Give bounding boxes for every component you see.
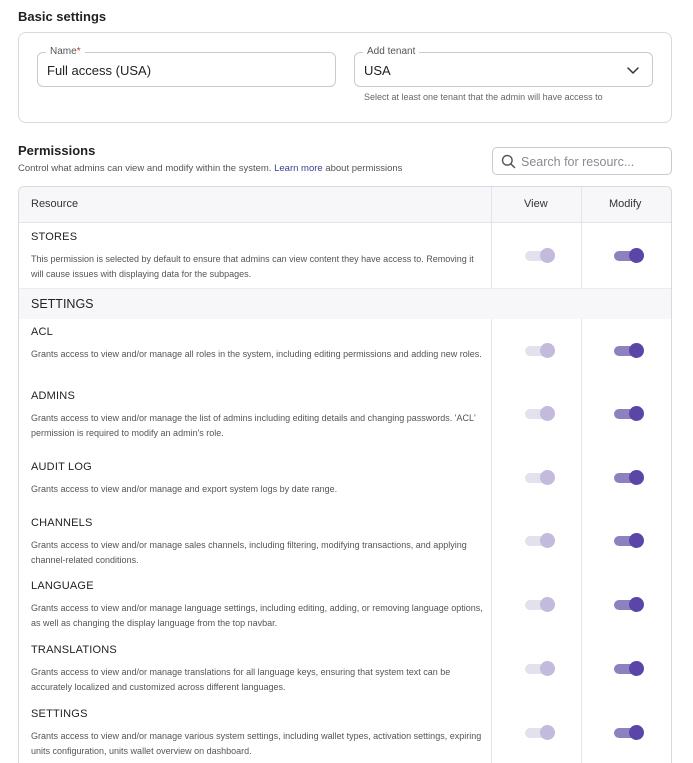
learn-more-link[interactable]: Learn more (274, 163, 323, 174)
permissions-subtitle: Control what admins can view and modify within the system. Learn more about permissions (18, 163, 403, 174)
column-divider (491, 187, 492, 763)
tenant-helper-text: Select at least one tenant that the admin will have access to (364, 92, 603, 102)
permission-title: SETTINGS (31, 708, 88, 720)
permissions-title: Permissions (18, 143, 96, 158)
permission-row-channels (19, 510, 491, 573)
column-view: View (524, 198, 548, 210)
permission-title: LANGUAGE (31, 580, 94, 592)
settings-modify-toggle[interactable] (614, 726, 642, 738)
column-divider (581, 187, 582, 763)
permission-row-settings (19, 701, 491, 763)
translations-view-toggle[interactable] (525, 662, 553, 674)
acl-modify-toggle[interactable] (614, 344, 642, 356)
tenant-select-value[interactable]: USA (364, 63, 391, 78)
chevron-down-icon[interactable] (626, 63, 640, 77)
permission-title: STORES (31, 231, 78, 243)
column-modify: Modify (609, 198, 642, 210)
permission-description: Grants access to view and/or manage various system settings, including wallet types, activation settings, expiring units configuration, units wallet overview on dashboard. (31, 731, 482, 756)
language-view-toggle[interactable] (525, 598, 553, 610)
stores-view-toggle[interactable] (525, 249, 553, 261)
name-field-label: Name* (46, 46, 85, 58)
search-icon (501, 154, 516, 169)
permission-row-language (19, 573, 491, 637)
permission-description: Grants access to view and/or manage translations for all language keys, ensuring that system text can be accurately localized and customized across different languages. (31, 667, 451, 692)
permission-title: ADMINS (31, 390, 75, 402)
permission-group-label: SETTINGS (31, 297, 94, 311)
basic-settings-card (18, 32, 672, 123)
permission-row-acl (19, 319, 491, 382)
audit-log-view-toggle[interactable] (525, 471, 553, 483)
tenant-select[interactable] (354, 46, 653, 87)
channels-view-toggle[interactable] (525, 534, 553, 546)
name-field[interactable] (37, 46, 336, 87)
permission-description: Grants access to view and/or manage all roles in the system, including editing permissions and adding new roles. (31, 349, 482, 359)
permission-title: CHANNELS (31, 517, 93, 529)
acl-view-toggle[interactable] (525, 344, 553, 356)
tenant-select-label: Add tenant (363, 46, 419, 58)
column-resource: Resource (31, 198, 79, 210)
basic-settings-title: Basic settings (18, 9, 107, 24)
permission-row-stores (19, 223, 491, 288)
permission-row-admins (19, 383, 491, 453)
permission-title: ACL (31, 326, 53, 338)
admins-modify-toggle[interactable] (614, 407, 642, 419)
permission-description: Grants access to view and/or manage language settings, including editing, adding, or removing language options, as well as changing the display language from the top navbar. (31, 603, 483, 628)
permission-description: Grants access to view and/or manage the list of admins including editing details and changing passwords. 'ACL' permission is required to modify an admin's role. (31, 413, 476, 438)
permission-row-translations (19, 637, 491, 701)
permissions-table (18, 186, 672, 763)
language-modify-toggle[interactable] (614, 598, 642, 610)
permission-description: Grants access to view and/or manage and export system logs by date range. (31, 484, 338, 494)
table-header (19, 187, 671, 223)
stores-modify-toggle[interactable] (614, 249, 642, 261)
permission-description: This permission is selected by default to ensure that admins can view content they have access to. Removing it will cause issues with displaying data for the subpages. (31, 254, 474, 279)
permission-title: TRANSLATIONS (31, 644, 117, 656)
admins-view-toggle[interactable] (525, 407, 553, 419)
channels-modify-toggle[interactable] (614, 534, 642, 546)
name-field-value[interactable]: Full access (USA) (47, 63, 152, 78)
translations-modify-toggle[interactable] (614, 662, 642, 674)
permission-title: AUDIT LOG (31, 461, 92, 473)
search-input[interactable] (521, 153, 666, 171)
permission-description: Grants access to view and/or manage sales channels, including filtering, modifying transactions, and applying channel-related conditions. (31, 540, 467, 565)
settings-view-toggle[interactable] (525, 726, 553, 738)
permission-row-audit-log (19, 454, 491, 510)
permission-group-settings (19, 288, 671, 319)
resource-search[interactable] (492, 147, 672, 175)
audit-log-modify-toggle[interactable] (614, 471, 642, 483)
